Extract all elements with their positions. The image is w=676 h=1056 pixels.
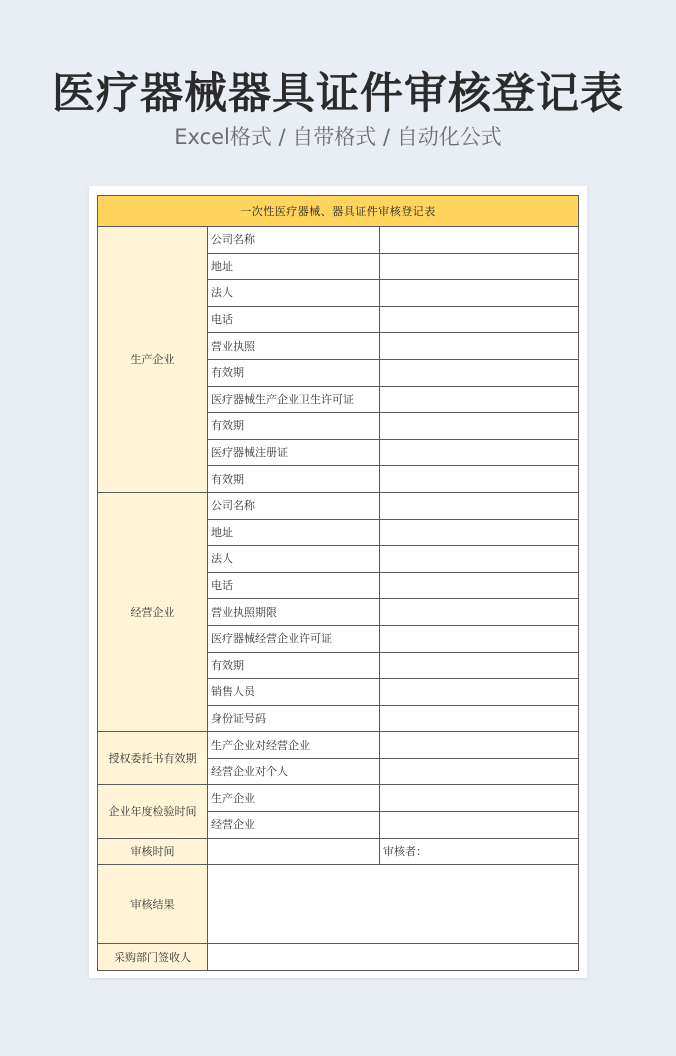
- review-time-label: 审核时间: [98, 838, 208, 865]
- field-value-cell[interactable]: [380, 333, 579, 360]
- producer-row: [98, 227, 579, 254]
- field-value-cell[interactable]: [380, 652, 579, 679]
- field-label: 医疗器械生产企业卫生许可证: [208, 386, 380, 413]
- review-time-value-cell[interactable]: [208, 838, 380, 865]
- form-title: 一次性医疗器械、器具证件审核登记表: [98, 196, 579, 227]
- review-result-label: 审核结果: [98, 865, 208, 944]
- purchase-signer-row: [98, 944, 579, 971]
- annual-check-group-label: 企业年度检验时间: [98, 785, 208, 838]
- field-value-cell[interactable]: [380, 466, 579, 493]
- field-label: 经营企业对个人: [208, 758, 380, 785]
- form-title-row: [98, 196, 579, 227]
- field-label: 电话: [208, 572, 380, 599]
- page-title: 医疗器械器具证件审核登记表: [52, 69, 624, 119]
- field-label: 生产企业: [208, 785, 380, 812]
- field-value-cell[interactable]: [380, 253, 579, 280]
- reviewer-field[interactable]: 审核者：: [380, 838, 579, 865]
- field-label: 有效期: [208, 413, 380, 440]
- field-label: 地址: [208, 253, 380, 280]
- field-label: 公司名称: [208, 492, 380, 519]
- field-value-cell[interactable]: [380, 359, 579, 386]
- field-label: 营业执照: [208, 333, 380, 360]
- producer-group-label: 生产企业: [98, 227, 208, 493]
- review-time-row: [98, 838, 579, 865]
- field-value-cell[interactable]: [380, 785, 579, 812]
- registration-form-table: [97, 195, 579, 971]
- field-label: 生产企业对经营企业: [208, 732, 380, 759]
- review-result-value-cell[interactable]: [208, 865, 579, 944]
- field-value-cell[interactable]: [380, 705, 579, 732]
- distributor-row: [98, 492, 579, 519]
- page-subtitle: Excel格式 / 自带格式 / 自动化公式: [174, 125, 502, 149]
- field-value-cell[interactable]: [380, 572, 579, 599]
- field-label: 地址: [208, 519, 380, 546]
- field-value-cell[interactable]: [380, 546, 579, 573]
- field-label: 销售人员: [208, 679, 380, 706]
- field-label: 电话: [208, 306, 380, 333]
- field-label: 法人: [208, 280, 380, 307]
- field-label: 公司名称: [208, 227, 380, 254]
- field-label: 营业执照期限: [208, 599, 380, 626]
- review-result-row: [98, 865, 579, 944]
- field-value-cell[interactable]: [380, 812, 579, 839]
- form-sheet: [89, 186, 587, 978]
- field-value-cell[interactable]: [380, 625, 579, 652]
- field-label: 法人: [208, 546, 380, 573]
- field-value-cell[interactable]: [380, 386, 579, 413]
- field-label: 有效期: [208, 359, 380, 386]
- purchase-signer-value-cell[interactable]: [208, 944, 579, 971]
- authorization-row: [98, 732, 579, 759]
- field-value-cell[interactable]: [380, 280, 579, 307]
- field-value-cell[interactable]: [380, 732, 579, 759]
- annual-check-row: [98, 785, 579, 812]
- field-label: 医疗器械注册证: [208, 439, 380, 466]
- field-label: 经营企业: [208, 812, 380, 839]
- field-label: 有效期: [208, 466, 380, 493]
- field-label: 身份证号码: [208, 705, 380, 732]
- field-value-cell[interactable]: [380, 439, 579, 466]
- field-value-cell[interactable]: [380, 758, 579, 785]
- field-value-cell[interactable]: [380, 227, 579, 254]
- field-label: 有效期: [208, 652, 380, 679]
- field-value-cell[interactable]: [380, 599, 579, 626]
- field-value-cell[interactable]: [380, 679, 579, 706]
- field-value-cell[interactable]: [380, 492, 579, 519]
- authorization-group-label: 授权委托书有效期: [98, 732, 208, 785]
- field-value-cell[interactable]: [380, 306, 579, 333]
- field-value-cell[interactable]: [380, 519, 579, 546]
- field-value-cell[interactable]: [380, 413, 579, 440]
- distributor-group-label: 经营企业: [98, 492, 208, 731]
- field-label: 医疗器械经营企业许可证: [208, 625, 380, 652]
- purchase-signer-label: 采购部门签收人: [98, 944, 208, 971]
